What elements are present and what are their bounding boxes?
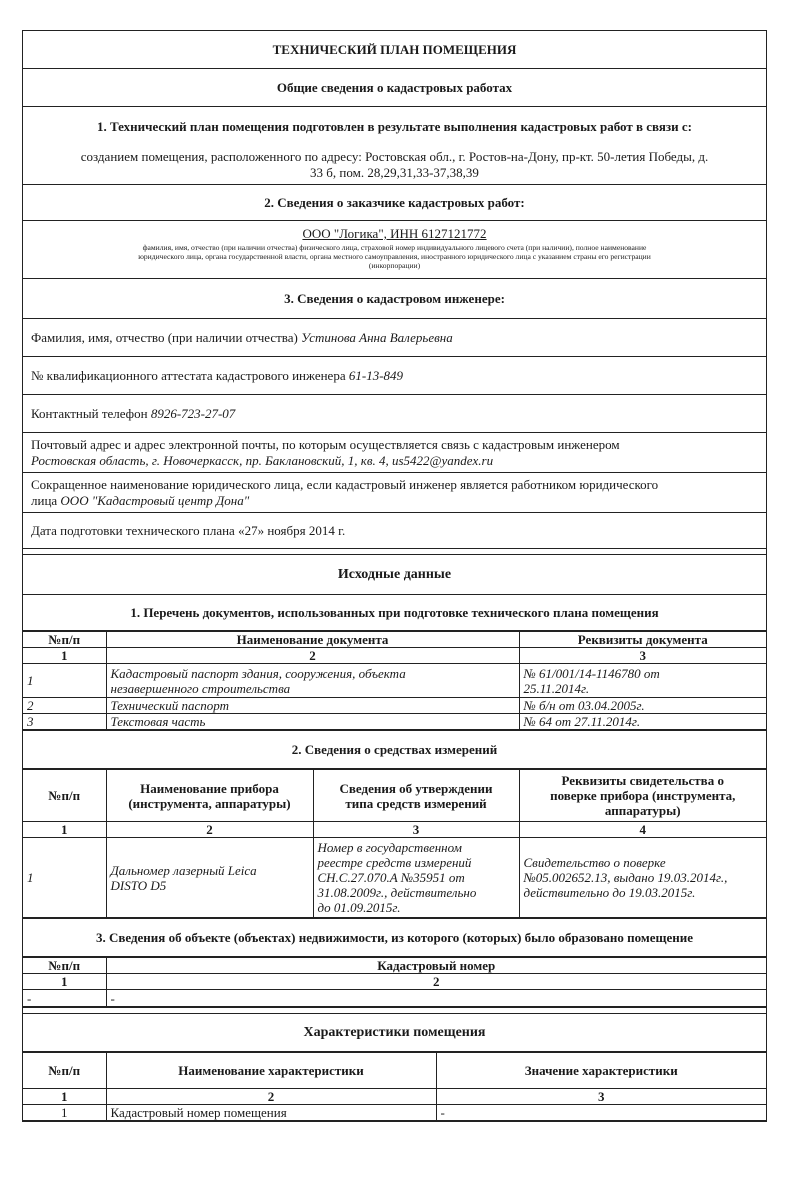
documents-row-3-req: № 64 от 27.11.2014г. xyxy=(519,714,766,730)
section-2-heading: 2. Сведения о заказчике кадастровых работ: xyxy=(22,184,767,220)
organization-value: ООО "Кадастровый центр Дона" xyxy=(60,493,250,508)
section-1-text-line-2: 33 б, пом. 28,29,31,33-37,38,39 xyxy=(310,165,479,180)
measurement-row-number: 1 xyxy=(23,838,106,918)
certificate-value: 61-13-849 xyxy=(348,368,404,383)
objects-col-number: №п/п xyxy=(23,958,106,974)
fio-value: Устинова Анна Валерьевна xyxy=(301,330,453,345)
documents-num-3: 3 xyxy=(519,648,766,664)
fio-label: Фамилия, имя, отчество (при наличии отчества) xyxy=(31,330,298,345)
documents-row-3-number: 3 xyxy=(23,714,106,730)
documents-num-1: 1 xyxy=(23,648,106,664)
measurement-cert-line-2: №05.002652.13, выдано 19.03.2014г., xyxy=(523,870,728,885)
measurement-num-4: 4 xyxy=(519,822,766,838)
measurement-heading: 2. Сведения о средствах измерений xyxy=(22,730,767,768)
certificate-label: № квалификационного аттестата кадастрового инженера xyxy=(31,368,346,383)
technical-plan-document xyxy=(22,30,767,1122)
characteristics-col-name: Наименование характеристики xyxy=(106,1053,436,1089)
characteristics-table-block xyxy=(22,1051,767,1122)
measurement-col-cert-line-2: поверке прибора (инструмента, xyxy=(550,788,736,803)
customer-name: ООО "Логика", ИНН 6127121772 xyxy=(302,226,487,241)
documents-row-3-name: Текстовая часть xyxy=(106,714,519,730)
characteristics-row-value: - xyxy=(436,1105,766,1121)
characteristics-row-name: Кадастровый номер помещения xyxy=(106,1105,436,1121)
customer-note-line-3: (инкорпорации) xyxy=(368,261,421,270)
table-row xyxy=(23,664,766,698)
section-1-block xyxy=(22,106,767,184)
objects-num-1: 1 xyxy=(23,974,106,990)
measurement-type-line-3: СН.С.27.070.А №35951 от xyxy=(317,870,465,885)
customer-block xyxy=(22,220,767,278)
documents-row-2-name: Технический паспорт xyxy=(106,698,519,714)
section-1-heading: 1. Технический план помещения подготовлен в результате выполнения кадастровых работ в связи с: xyxy=(97,119,692,134)
documents-table-block xyxy=(22,630,767,730)
measurement-col-device-line-1: Наименование прибора xyxy=(140,780,279,796)
engineer-address-row xyxy=(22,432,767,472)
address-value: Ростовская область, г. Новочеркасск, пр. Баклановский, 1, кв. 4, us5422@yandex.ru xyxy=(31,453,494,468)
documents-row-1-name-line-1: Кадастровый паспорт здания, сооружения, объекта xyxy=(110,665,406,681)
characteristics-heading: Характеристики помещения xyxy=(22,1013,767,1051)
measurement-type-line-1: Номер в государственном xyxy=(317,840,462,855)
documents-row-1-req-line-2: 25.11.2014г. xyxy=(523,680,590,696)
organization-label-line-2: лица xyxy=(31,493,58,508)
customer-note-line-2: юридического лица, органа государственной власти, органа местного самоуправления, иностранного юридического лица с указанием страны его регистрации xyxy=(138,252,651,261)
source-data-heading: Исходные данные xyxy=(22,554,767,594)
measurement-num-2: 2 xyxy=(106,822,313,838)
measurement-type-line-4: 31.08.2009г., действительно xyxy=(317,885,477,900)
engineer-organization-row xyxy=(22,472,767,512)
characteristics-num-2: 2 xyxy=(106,1089,436,1105)
documents-row-2-number: 2 xyxy=(23,698,106,714)
measurement-col-cert-line-1: Реквизиты свидетельства о xyxy=(561,773,724,788)
measurement-device-line-2: DISTO D5 xyxy=(110,877,167,893)
organization-label-line-1: Сокращенное наименование юридического лица, если кадастровый инженер является работником юридического xyxy=(31,477,659,492)
document-title: ТЕХНИЧЕСКИЙ ПЛАН ПОМЕЩЕНИЯ xyxy=(22,30,767,68)
measurement-col-type-line-2: типа средств измерений xyxy=(345,795,487,811)
documents-col-name: Наименование документа xyxy=(106,632,519,648)
measurement-num-3: 3 xyxy=(313,822,519,838)
objects-num-2: 2 xyxy=(106,974,766,990)
table-row xyxy=(23,838,766,918)
preparation-date-row: Дата подготовки технического плана «27» ноября 2014 г. xyxy=(22,512,767,548)
source-objects-table xyxy=(23,957,766,1007)
source-objects-table-block xyxy=(22,956,767,1007)
documents-table xyxy=(23,631,766,730)
characteristics-table xyxy=(23,1052,766,1121)
measurement-type-line-2: реестре средств измерений xyxy=(317,855,472,870)
characteristics-col-value: Значение характеристики xyxy=(436,1053,766,1089)
measurement-cert-line-1: Свидетельство о поверке xyxy=(523,855,666,870)
documents-col-requisites: Реквизиты документа xyxy=(519,632,766,648)
table-row xyxy=(23,698,766,714)
documents-row-1-name-line-2: незавершенного строительства xyxy=(110,680,291,696)
measurement-table-block xyxy=(22,768,767,918)
general-section-heading: Общие сведения о кадастровых работах xyxy=(22,68,767,106)
measurement-table xyxy=(23,769,766,918)
objects-row-number: - xyxy=(23,990,106,1007)
section-1-text-line-1: созданием помещения, расположенного по адресу: Ростовская обл., г. Ростов-на-Дону, пр-кт. 50-летия Победы, д. xyxy=(80,149,709,164)
address-label: Почтовый адрес и адрес электронной почты, по которым осуществляется связь с кадастровым инженером xyxy=(31,437,620,452)
characteristics-num-1: 1 xyxy=(23,1089,106,1105)
phone-label: Контактный телефон xyxy=(31,406,148,421)
documents-row-2-req: № б/н от 03.04.2005г. xyxy=(519,698,766,714)
customer-note-line-1: фамилия, имя, отчество (при наличии отчества) физического лица, страховой номер индивидуального лицевого счета (при наличии), полное наименование xyxy=(142,243,647,252)
engineer-certificate-row xyxy=(22,356,767,394)
characteristics-num-3: 3 xyxy=(436,1089,766,1105)
table-row xyxy=(23,1105,766,1121)
measurement-type-line-5: до 01.09.2015г. xyxy=(317,900,401,915)
characteristics-col-number: №п/п xyxy=(23,1053,106,1089)
measurement-col-type-line-1: Сведения об утверждении xyxy=(339,780,493,796)
measurement-col-cert-line-3: аппаратуры) xyxy=(604,803,681,818)
engineer-fio-row xyxy=(22,318,767,356)
measurement-cert-line-3: действительно до 19.03.2015г. xyxy=(523,885,696,900)
objects-col-cadastral: Кадастровый номер xyxy=(106,958,766,974)
measurement-col-device-line-2: (инструмента, аппаратуры) xyxy=(128,795,291,811)
characteristics-row-number: 1 xyxy=(23,1105,106,1121)
section-3-heading: 3. Сведения о кадастровом инженере: xyxy=(22,278,767,318)
phone-value: 8926-723-27-07 xyxy=(150,406,236,421)
source-objects-heading: 3. Сведения об объекте (объектах) недвижимости, из которого (которых) было образовано помещение xyxy=(22,918,767,956)
documents-col-number: №п/п xyxy=(23,632,106,648)
documents-row-1-req-line-1: № 61/001/14-1146780 от xyxy=(523,665,660,681)
measurement-num-1: 1 xyxy=(23,822,106,838)
documents-list-heading: 1. Перечень документов, использованных при подготовке технического плана помещения xyxy=(22,594,767,630)
engineer-phone-row xyxy=(22,394,767,432)
measurement-device-line-1: Дальномер лазерный Leica xyxy=(110,862,257,878)
measurement-col-number: №п/п xyxy=(23,770,106,822)
documents-num-2: 2 xyxy=(106,648,519,664)
documents-row-1-number: 1 xyxy=(23,664,106,698)
table-row xyxy=(23,714,766,730)
table-row xyxy=(23,990,766,1007)
objects-row-cadastral: - xyxy=(106,990,766,1007)
